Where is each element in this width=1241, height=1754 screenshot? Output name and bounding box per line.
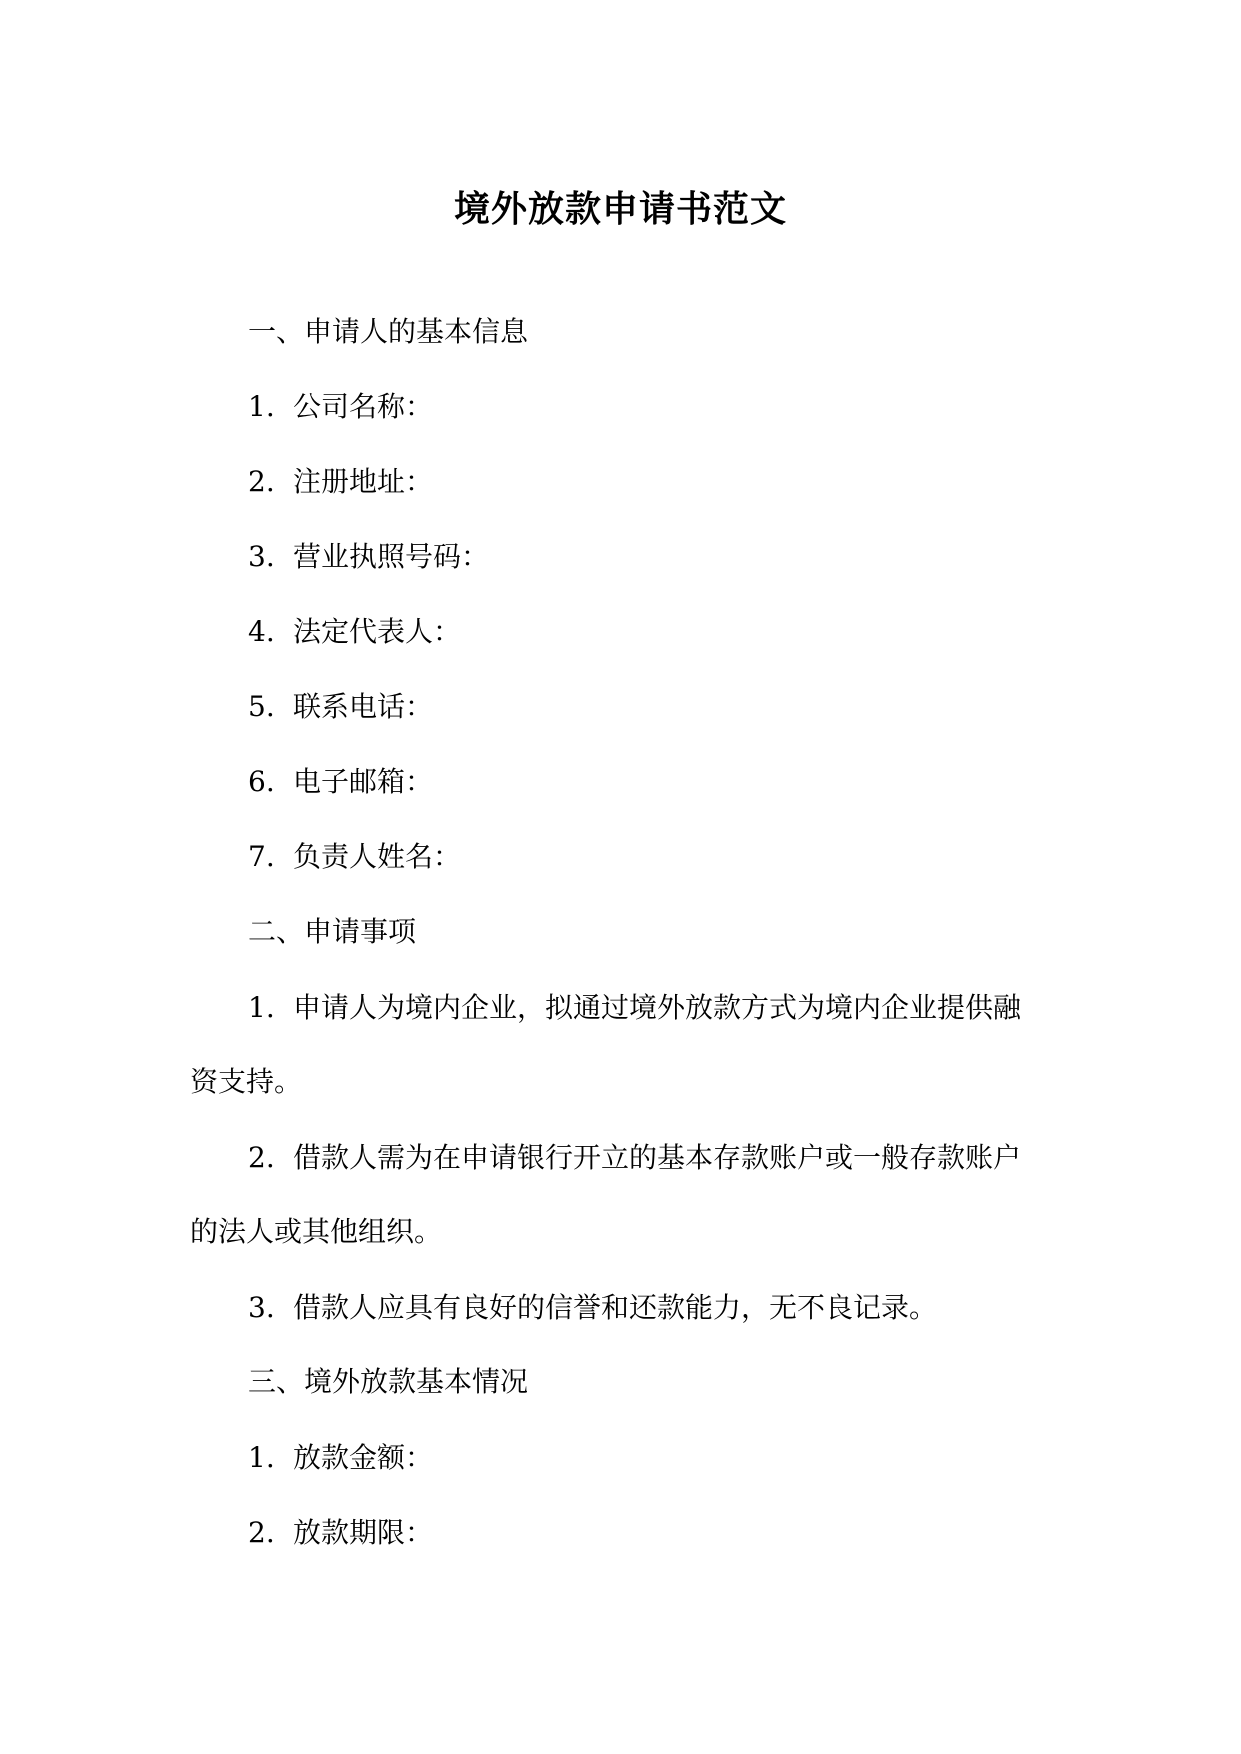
item-text: 联系电话： xyxy=(293,690,434,723)
list-item xyxy=(248,462,433,502)
list-item xyxy=(248,1288,937,1328)
item-number: 6. xyxy=(248,765,275,798)
item-number: 4. xyxy=(248,615,275,648)
item-number: 5. xyxy=(248,690,275,723)
section-heading-1: 一、申请人的基本信息 xyxy=(248,315,529,348)
list-item xyxy=(248,1513,433,1553)
item-text: 法定代表人： xyxy=(293,615,462,648)
item-number: 2. xyxy=(248,1516,275,1549)
list-item xyxy=(248,837,461,877)
list-item-continuation: 资支持。 xyxy=(190,1065,303,1098)
document-title: 境外放款申请书范文 xyxy=(453,189,787,230)
item-text: 借款人应具有良好的信誉和还款能力，无不良记录。 xyxy=(293,1291,938,1324)
list-item xyxy=(248,537,489,577)
list-item xyxy=(248,988,1021,1028)
item-number: 1. xyxy=(248,991,275,1024)
item-number: 2. xyxy=(248,465,275,498)
item-text: 营业执照号码： xyxy=(293,540,490,573)
item-number: 2. xyxy=(248,1141,275,1174)
list-item xyxy=(248,1438,433,1478)
item-number: 1. xyxy=(248,390,275,423)
item-number: 3. xyxy=(248,1291,275,1324)
list-item-continuation: 的法人或其他组织。 xyxy=(190,1215,443,1248)
item-text: 公司名称： xyxy=(293,390,434,423)
list-item xyxy=(248,612,461,652)
item-text: 申请人为境内企业，拟通过境外放款方式为境内企业提供融 xyxy=(293,991,1022,1024)
list-item xyxy=(248,1138,1021,1178)
item-text: 放款期限： xyxy=(293,1516,434,1549)
section-heading-3: 三、境外放款基本情况 xyxy=(248,1365,529,1398)
item-text: 负责人姓名： xyxy=(293,840,462,873)
item-text: 放款金额： xyxy=(293,1441,434,1474)
item-text: 电子邮箱： xyxy=(293,765,434,798)
item-number: 3. xyxy=(248,540,275,573)
item-number: 1. xyxy=(248,1441,275,1474)
item-text: 注册地址： xyxy=(293,465,434,498)
list-item xyxy=(248,687,433,727)
list-item xyxy=(248,387,433,427)
item-text: 借款人需为在申请银行开立的基本存款账户或一般存款账户 xyxy=(293,1141,1022,1174)
section-heading-2: 二、申请事项 xyxy=(248,915,417,948)
list-item xyxy=(248,762,433,802)
item-number: 7. xyxy=(248,840,275,873)
